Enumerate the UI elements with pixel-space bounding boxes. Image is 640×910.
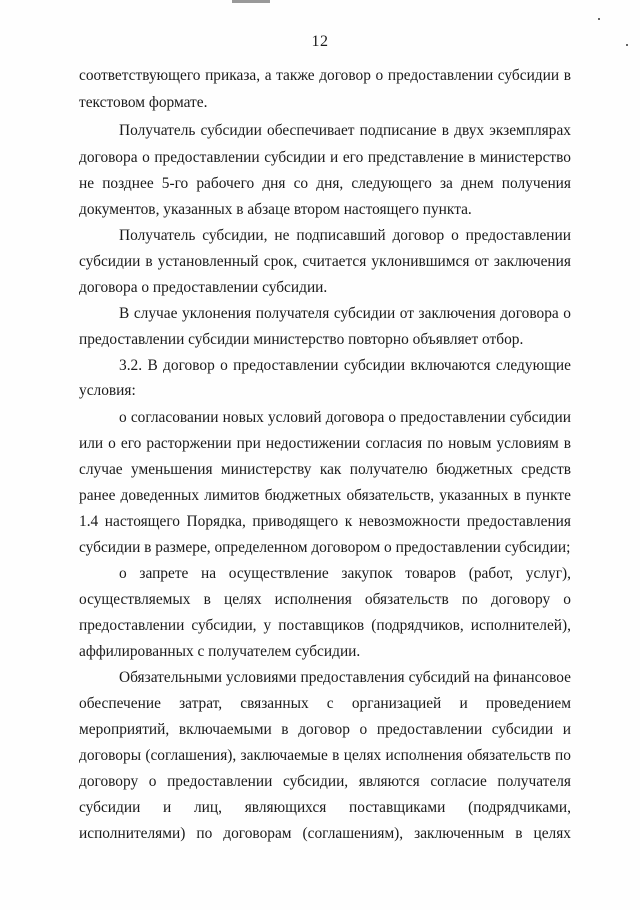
text-line: ранее доведенных лимитов бюджетных обязательств, указанных в пункте: [79, 487, 571, 504]
text-line: соответствующего приказа, а также договор о предоставлении субсидии в: [79, 67, 571, 84]
text-line: случае уменьшения министерству как получателю бюджетных средств: [79, 461, 571, 478]
scan-speck: [598, 18, 600, 20]
text-line: договора о предоставлении субсидии и его представление в министерство: [79, 149, 571, 166]
paragraph-first-line: о запрете на осуществление закупок товаров (работ, услуг),: [119, 565, 571, 582]
text-line: документов, указанных в абзаце втором настоящего пункта.: [79, 201, 472, 218]
text-line: субсидии в размере, определенном договором о предоставлении субсидии;: [79, 539, 571, 556]
text-line: мероприятий, включаемыми в договор о предоставлении субсидии и: [79, 721, 571, 738]
text-line: 1.4 настоящего Порядка, приводящего к невозможности предоставления: [79, 513, 571, 530]
text-line: договору о предоставлении субсидии, являются согласие получателя: [79, 773, 571, 790]
text-line: предоставлении субсидии министерство повторно объявляет отбор.: [79, 331, 524, 348]
text-line: субсидии в установленный срок, считается уклонившимся от заключения: [79, 253, 571, 270]
text-line: договоры (соглашения), заключаемые в целях исполнения обязательств по: [79, 747, 571, 764]
text-line: обеспечение затрат, связанных с организацией и проведением: [79, 695, 571, 712]
text-line: текстовом формате.: [79, 94, 208, 111]
text-line: не позднее 5-го рабочего дня со дня, следующего за днем получения: [79, 175, 571, 192]
scan-artifact-mark: [232, 0, 270, 3]
paragraph-first-line: о согласовании новых условий договора о предоставлении субсидии: [119, 409, 571, 426]
page-number: 12: [311, 33, 329, 50]
paragraph-first-line: В случае уклонения получателя субсидии от заключения договора о: [119, 305, 571, 322]
text-line: договора о предоставлении субсидии.: [79, 279, 328, 296]
text-line: исполнителями) по договорам (соглашениям), заключенным в целях: [79, 825, 571, 842]
paragraph-first-line: 3.2. В договор о предоставлении субсидии включаются следующие: [119, 357, 571, 374]
text-line: или о его расторжении при недостижении согласия по новым условиям в: [79, 435, 571, 452]
text-line: субсидии и лиц, являющихся поставщиками (подрядчиками,: [79, 799, 571, 816]
paragraph-first-line: Обязательными условиями предоставления субсидий на финансовое: [119, 669, 571, 686]
text-line: предоставлении субсидии, у поставщиков (подрядчиков, исполнителей),: [79, 617, 571, 634]
paragraph-first-line: Получатель субсидии обеспечивает подписание в двух экземплярах: [119, 122, 571, 139]
text-line: осуществляемых в целях исполнения обязательств по договору о: [79, 591, 571, 608]
text-line: аффилированных с получателем субсидии.: [79, 643, 361, 660]
paragraph-first-line: Получатель субсидии, не подписавший договор о предоставлении: [119, 227, 571, 244]
text-line: условия:: [79, 382, 136, 399]
